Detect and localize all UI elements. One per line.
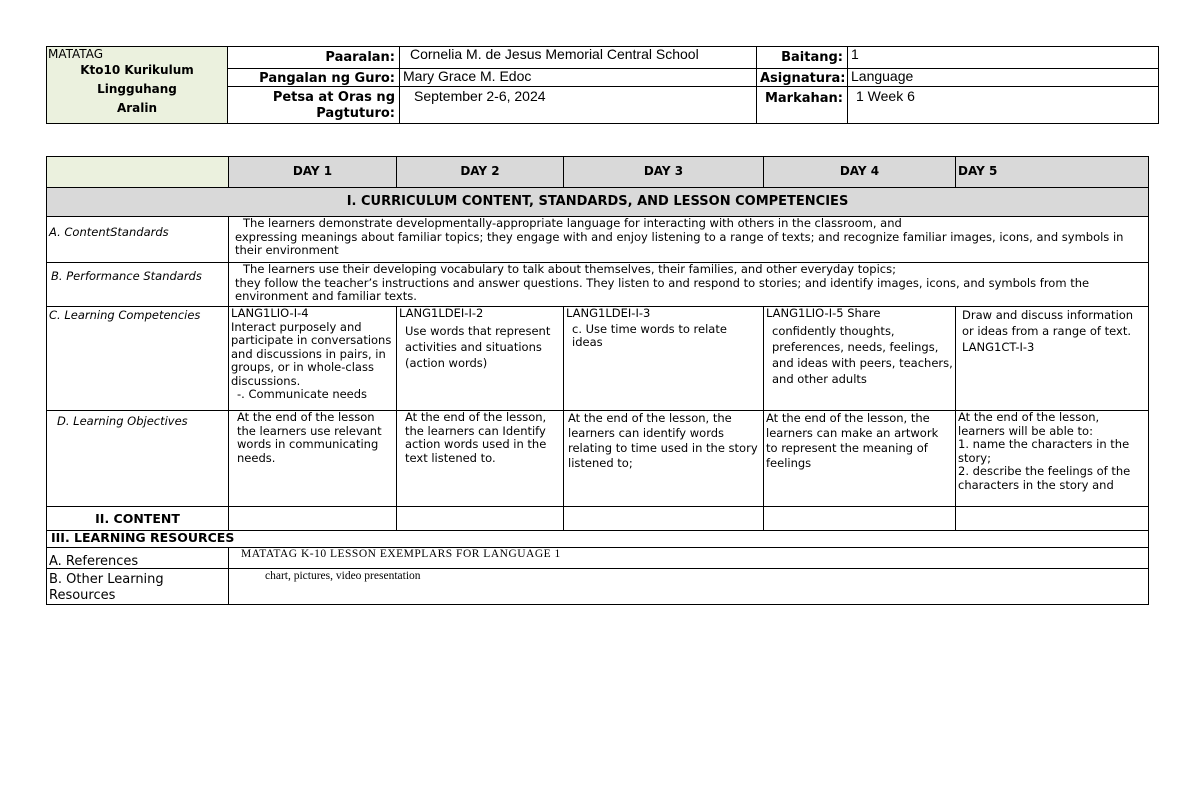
brand-cell (47, 47, 228, 124)
header-table (46, 46, 1159, 124)
objective-day-3: At the end of the lesson, the learners can identify words relating to time used in the story listened to; (564, 411, 764, 507)
asignatura-value: Language (848, 69, 1159, 87)
competency-day-2 (397, 307, 564, 411)
content-day-4 (764, 507, 956, 531)
content-standards-label: A. ContentStandards (47, 217, 229, 263)
objective-day-5-item2: 2. describe the feelings of the characters in the story and (958, 464, 1131, 492)
competency-day-3-text: c. Use time words to relate ideas (572, 321, 727, 349)
content-day-2 (397, 507, 564, 531)
lesson-table (46, 156, 1149, 605)
performance-standards-text (229, 263, 1149, 307)
objective-day-4: At the end of the lesson, the learners can make an artwork to represent the meaning of feelings (764, 411, 956, 507)
competency-day-5-text: Draw and discuss information or ideas from a range of text. (962, 308, 1134, 338)
markahan-value: 1 Week 6 (848, 87, 1159, 124)
competency-day-1-code: LANG1LIO-I-4 (231, 306, 309, 320)
performance-standards-line2: they follow the teacher’s instructions and answer questions. They listen to and respond to stories; and identify images, icons, and symbols from the environment and familiar texts. (235, 275, 1090, 303)
other-resources-label: B. Other Learning Resources (47, 569, 229, 605)
day-header-blank (47, 157, 229, 188)
content-standards-line1: The learners demonstrate developmentally-appropriate language for interacting with others in the classroom, and (243, 216, 902, 230)
aralin-label: Aralin (116, 101, 158, 115)
content-label: II. CONTENT (47, 507, 229, 531)
petsa-value: September 2-6, 2024 (400, 87, 757, 124)
competency-day-3 (564, 307, 764, 411)
baitang-value: 1 (848, 47, 1159, 69)
objective-day-5-intro: At the end of the lesson, learners will be able to: (958, 410, 1100, 438)
competency-day-3-code: LANG1LDEI-I-3 (566, 306, 651, 320)
competency-day-4 (764, 307, 956, 411)
kurikulum-label: Kto10 Kurikulum (80, 63, 194, 77)
competency-day-4-text: confidently thoughts, preferences, needs, feelings, and ideas with peers, teachers, and other adults (772, 323, 953, 386)
section-curriculum-title: I. CURRICULUM CONTENT, STANDARDS, AND LESSON COMPETENCIES (47, 188, 1149, 217)
competency-day-2-code: LANG1LDEI-I-2 (399, 306, 484, 320)
day-5-header: DAY 5 (956, 157, 1149, 188)
petsa-label-line2: Pagtuturo: (316, 106, 395, 121)
guro-value: Mary Grace M. Edoc (400, 69, 757, 87)
performance-standards-line1: The learners use their developing vocabulary to talk about themselves, their families, and other everyday topics; (243, 262, 896, 276)
performance-standards-label: B. Performance Standards (47, 263, 229, 307)
day-4-header: DAY 4 (764, 157, 956, 188)
competencies-label: C. Learning Competencies (47, 307, 229, 411)
competency-day-2-text: Use words that represent activities and situations (action words) (405, 323, 551, 370)
competency-day-1 (229, 307, 397, 411)
paaralan-value: Cornelia M. de Jesus Memorial Central School (400, 47, 757, 69)
competency-day-5-code: LANG1CT-I-3 (962, 340, 1035, 354)
content-day-3 (564, 507, 764, 531)
content-day-1 (229, 507, 397, 531)
asignatura-label: Asignatura: (757, 69, 848, 87)
day-3-header: DAY 3 (564, 157, 764, 188)
objective-day-5 (956, 411, 1149, 507)
references-value: MATATAG K-10 LESSON EXEMPLARS FOR LANGUAGE 1 (229, 548, 1149, 569)
competency-day-4-code: LANG1LIO-I-5 Share (766, 306, 881, 320)
objective-day-1: At the end of the lesson the learners use relevant words in communicating needs. (229, 411, 397, 507)
objectives-label: D. Learning Objectives (47, 411, 229, 507)
content-day-5 (956, 507, 1149, 531)
content-standards-text (229, 217, 1149, 263)
other-resources-value: chart, pictures, video presentation (229, 569, 1149, 605)
day-1-header: DAY 1 (229, 157, 397, 188)
petsa-label (228, 87, 400, 124)
references-label: A. References (47, 548, 229, 569)
competency-day-1-extra: -. Communicate needs (237, 387, 368, 401)
guro-label: Pangalan ng Guro: (228, 69, 400, 87)
learning-resources-label: III. LEARNING RESOURCES (47, 531, 1149, 548)
competency-day-1-text: Interact purposely and participate in conversations and discussions in pairs, in groups, or in whole-class discussions. (231, 319, 392, 388)
objective-day-5-item1: 1. name the characters in the story; (958, 437, 1130, 465)
baitang-label: Baitang: (757, 47, 848, 69)
competency-day-5 (956, 307, 1149, 411)
lingguhang-label: Lingguhang (97, 82, 177, 96)
markahan-label: Markahan: (757, 87, 848, 124)
paaralan-label: Paaralan: (228, 47, 400, 69)
objective-day-2: At the end of the lesson, the learners can Identify action words used in the text listened to. (397, 411, 564, 507)
content-standards-line2: expressing meanings about familiar topics; they engage with and enjoy listening to a range of texts; and recognize familiar images, icons, and symbols in their environment (235, 229, 1124, 257)
petsa-label-line1: Petsa at Oras ng (272, 90, 395, 105)
matatag-label: MATATAG (48, 47, 104, 61)
day-2-header: DAY 2 (397, 157, 564, 188)
